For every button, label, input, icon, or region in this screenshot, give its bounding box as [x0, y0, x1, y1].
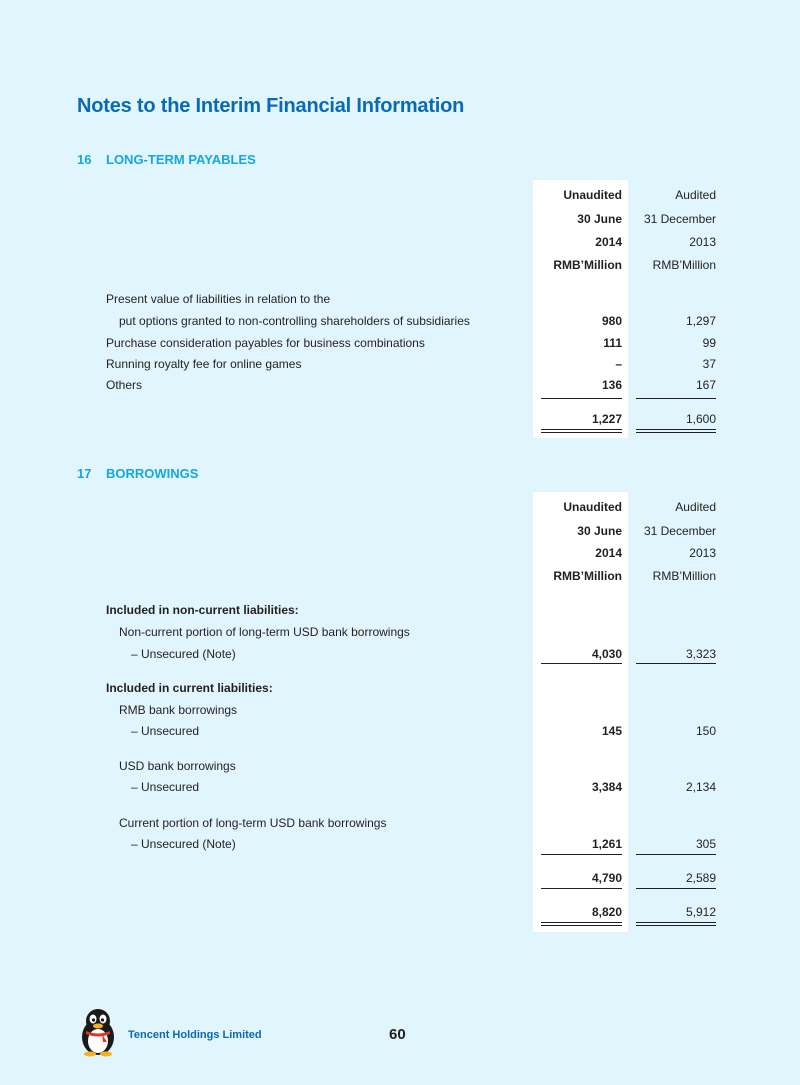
section-16-heading — [77, 152, 256, 167]
section-number: 17 — [77, 466, 92, 481]
col2-header-date: 31 December — [643, 524, 716, 538]
page-title: Notes to the Interim Financial Information — [77, 95, 465, 117]
total-double-rule — [541, 922, 622, 926]
current-subtotal-2013: 2,589 — [685, 871, 716, 885]
page-number: 60 — [389, 1026, 406, 1043]
subtotal-rule — [636, 398, 716, 399]
row-label: Non-current portion of long-term USD bank borrowings — [119, 625, 410, 639]
col1-header-status: Unaudited — [563, 188, 622, 202]
row-label: – Unsecured — [131, 724, 200, 738]
col2-header-year: 2013 — [689, 235, 716, 249]
row-value-2013: 150 — [695, 724, 716, 738]
row-label: – Unsecured — [131, 780, 200, 794]
total-double-rule — [541, 429, 622, 433]
subtotal-rule — [541, 854, 622, 855]
total-value-2014: 1,227 — [591, 412, 622, 426]
subtotal-rule — [541, 398, 622, 399]
row-label: Running royalty fee for online games — [106, 357, 302, 371]
row-value-2014: 980 — [601, 314, 622, 328]
row-label: – Unsecured (Note) — [131, 837, 236, 851]
total-value-2013: 5,912 — [685, 905, 716, 919]
row-value-2013: 1,297 — [685, 314, 716, 328]
col1-header-unit: RMB’Million — [553, 569, 622, 583]
col1-header-status: Unaudited — [563, 500, 622, 514]
col2-header-unit: RMB’Million — [652, 258, 716, 272]
total-double-rule — [636, 922, 716, 926]
col1-header-year: 2014 — [595, 235, 622, 249]
penguin-logo-icon — [76, 1007, 120, 1057]
section-number: 16 — [77, 152, 92, 167]
group-heading-non-current: Included in non-current liabilities: — [106, 603, 299, 617]
row-value-2014: 145 — [601, 724, 622, 738]
total-value-2013: 1,600 — [685, 412, 716, 426]
row-value-2014: 3,384 — [591, 780, 622, 794]
row-value-2013: 167 — [695, 378, 716, 392]
row-value-2013: 3,323 — [685, 647, 716, 661]
col2-header-status: Audited — [675, 500, 716, 514]
row-value-2013: 37 — [702, 357, 716, 371]
total-value-2014: 8,820 — [591, 905, 622, 919]
group-heading-current: Included in current liabilities: — [106, 681, 273, 695]
row-value-2013: 99 — [702, 336, 716, 350]
row-value-2014: – — [615, 357, 622, 371]
col1-header-unit: RMB’Million — [553, 258, 622, 272]
subtotal-rule — [636, 663, 716, 664]
row-value-2014: 4,030 — [591, 647, 622, 661]
section-17-heading — [77, 466, 198, 481]
col2-header-status: Audited — [675, 188, 716, 202]
col2-header-year: 2013 — [689, 546, 716, 560]
subtotal-rule — [541, 663, 622, 664]
subtotal-rule — [636, 888, 716, 889]
row-label: Purchase consideration payables for business combinations — [106, 336, 425, 350]
col1-header-year: 2014 — [595, 546, 622, 560]
row-label: – Unsecured (Note) — [131, 647, 236, 661]
section-title: BORROWINGS — [106, 466, 199, 481]
row-value-2014: 136 — [601, 378, 622, 392]
row-value-2014: 1,261 — [591, 837, 622, 851]
row-label: USD bank borrowings — [119, 759, 236, 773]
total-double-rule — [636, 429, 716, 433]
col1-header-date: 30 June — [577, 524, 622, 538]
row-label: Present value of liabilities in relation to the — [106, 292, 331, 306]
col1-header-date: 30 June — [577, 212, 622, 226]
subtotal-rule — [541, 888, 622, 889]
row-label: RMB bank borrowings — [119, 703, 238, 717]
row-label: Others — [106, 378, 143, 392]
row-value-2013: 2,134 — [685, 780, 716, 794]
col2-header-unit: RMB’Million — [652, 569, 716, 583]
col2-header-date: 31 December — [643, 212, 716, 226]
row-label: put options granted to non-controlling shareholders of subsidiaries — [119, 314, 470, 328]
row-label: Current portion of long-term USD bank borrowings — [119, 816, 387, 830]
subtotal-rule — [636, 854, 716, 855]
section-title: LONG-TERM PAYABLES — [106, 152, 256, 167]
row-value-2013: 305 — [695, 837, 716, 851]
row-value-2014: 111 — [603, 336, 622, 350]
current-subtotal-2014: 4,790 — [591, 871, 622, 885]
footer-company-name: Tencent Holdings Limited — [128, 1029, 262, 1041]
